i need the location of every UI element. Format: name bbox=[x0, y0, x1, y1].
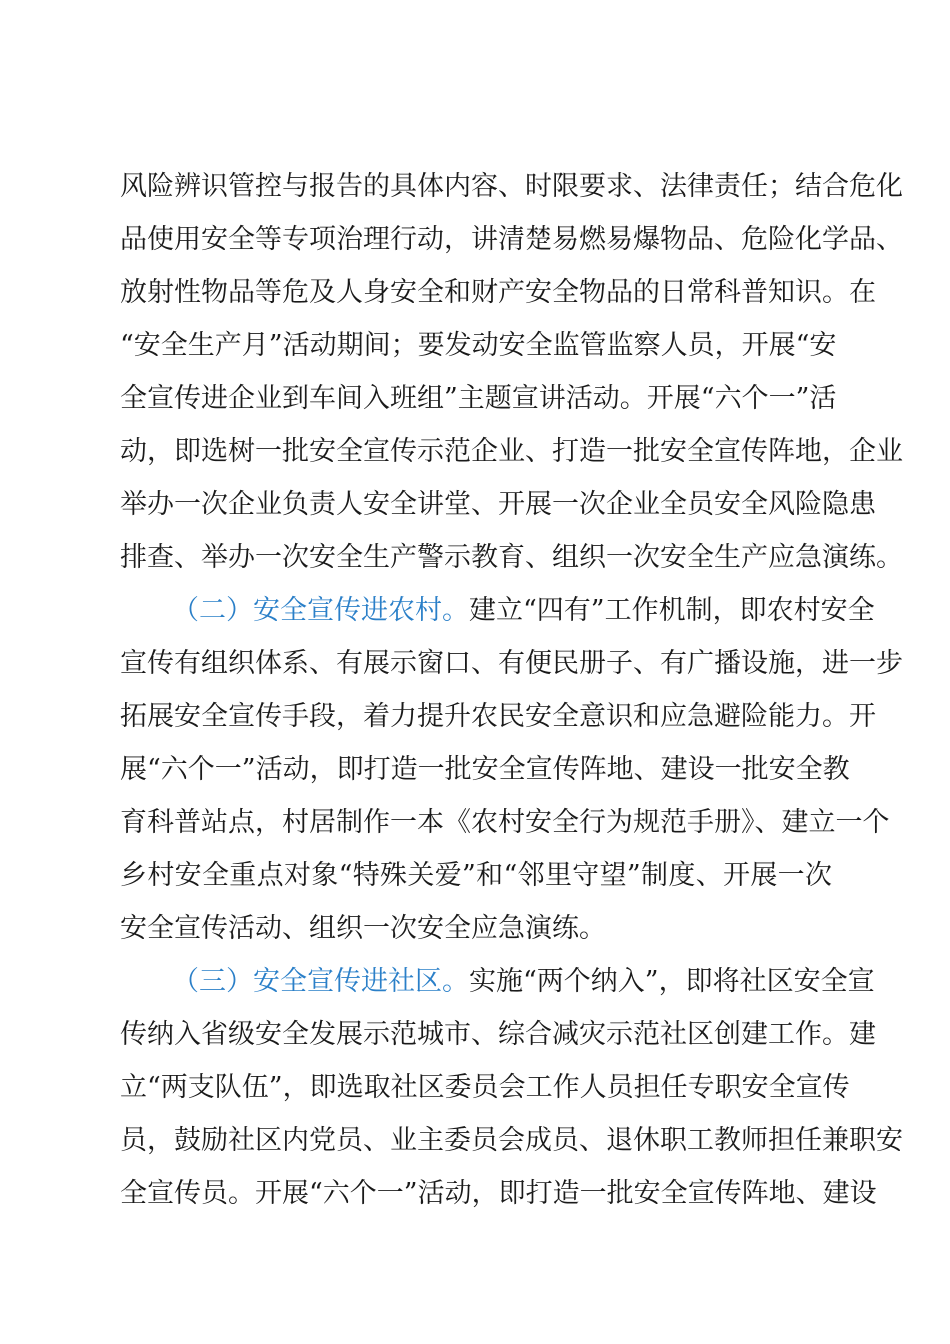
paragraph-line: 举办一次企业负责人安全讲堂、开展一次企业全员安全风险隐患 bbox=[120, 489, 876, 520]
paragraph-line: 拓展安全宣传手段，着力提升农民安全意识和应急避险能力。开 bbox=[120, 701, 876, 732]
paragraph-line: 品使用安全等专项治理行动，讲清楚易燃易爆物品、危险化学品、 bbox=[120, 224, 903, 255]
section-first-line bbox=[172, 591, 875, 631]
paragraph-line: 传纳入省级安全发展示范城市、综合减灾示范社区创建工作。建 bbox=[120, 1019, 876, 1050]
section-first-line bbox=[172, 962, 875, 1002]
section-heading-community: （三）安全宣传进社区。 bbox=[172, 966, 469, 997]
section-heading-rural: （二）安全宣传进农村。 bbox=[172, 595, 469, 626]
paragraph-line: 员，鼓励社区内党员、业主委员会成员、退休职工教师担任兼职安 bbox=[120, 1125, 903, 1156]
paragraph-line: 放射性物品等危及人身安全和财产安全物品的日常科普知识。在 bbox=[120, 277, 876, 308]
paragraph-line: 育科普站点，村居制作一本《农村安全行为规范手册》、建立一个 bbox=[120, 807, 890, 838]
section-first-line-text: 建立“四有”工作机制，即农村安全 bbox=[469, 595, 875, 626]
paragraph-line: 动，即选树一批安全宣传示范企业、打造一批安全宣传阵地，企业 bbox=[120, 436, 903, 467]
paragraph-line: “安全生产月”活动期间；要发动安全监管监察人员，开展“安 bbox=[120, 330, 837, 361]
paragraph-line: 全宣传员。开展“六个一”活动，即打造一批安全宣传阵地、建设 bbox=[120, 1178, 877, 1209]
paragraph-line: 全宣传进企业到车间入班组”主题宣讲活动。开展“六个一”活 bbox=[120, 383, 837, 414]
paragraph-line: 立“两支队伍”，即选取社区委员会工作人员担任专职安全宣传 bbox=[120, 1072, 850, 1103]
paragraph-line: 乡村安全重点对象“特殊关爱”和“邻里守望”制度、开展一次 bbox=[120, 860, 832, 891]
paragraph-line: 风险辨识管控与报告的具体内容、时限要求、法律责任；结合危化 bbox=[120, 171, 903, 202]
section-first-line-text: 实施“两个纳入”，即将社区安全宣 bbox=[469, 966, 875, 997]
paragraph-line: 展“六个一”活动，即打造一批安全宣传阵地、建设一批安全教 bbox=[120, 754, 850, 785]
paragraph-line: 排查、举办一次安全生产警示教育、组织一次安全生产应急演练。 bbox=[120, 542, 903, 573]
paragraph-line: 宣传有组织体系、有展示窗口、有便民册子、有广播设施，进一步 bbox=[120, 648, 903, 679]
paragraph-line: 安全宣传活动、组织一次安全应急演练。 bbox=[120, 913, 606, 944]
